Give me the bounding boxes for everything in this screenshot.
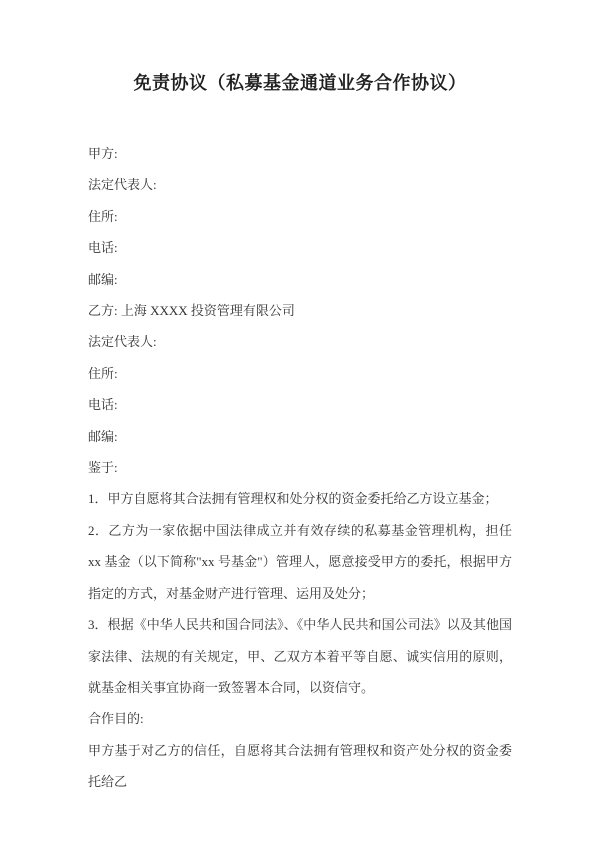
document-paragraph: 电话: [88,397,118,413]
document-paragraph: 法定代表人: [88,177,157,193]
document-paragraph: 住所: [88,208,118,224]
document-paragraph: 鉴于: [88,460,118,476]
document-title: 免责协议（私募基金通道业务合作协议） [133,73,467,93]
document-paragraph: 乙方: 上海 XXXX 投资管理有限公司 [88,303,295,319]
document-paragraph: 电话: [88,240,118,256]
document-paragraph: 1．甲方自愿将其合法拥有管理权和处分权的资金委托给乙方设立基金； [88,491,498,507]
document-paragraph: 3．根据《中华人民共和国合同法》、《中华人民共和国公司法》以及其他国家法律、法规的有关规定，甲、乙双方本着平等自愿、诚实信用的原则，就基金相关事宜协商一致签署本合同，以资信守。 [88,617,512,695]
document-paragraph: 住所: [88,365,118,381]
document-paragraph: 合作目的: [88,711,144,727]
document-paragraph: 法定代表人: [88,334,157,350]
document-paragraph: 2．乙方为一家依据中国法律成立并有效存续的私募基金管理机构，担任 xx 基金（以下简称"xx 号基金"）管理人，愿意接受甲方的委托，根据甲方指定的方式，对基金财产进行管理、运用及处分； [88,522,512,601]
document-body [0,138,600,798]
document-paragraph: 甲方基于对乙方的信任，自愿将其合法拥有管理权和资产处分权的资金委托给乙 [88,742,512,790]
document-paragraph: 邮编: [88,428,118,444]
document-paragraph: 邮编: [88,271,118,287]
document-paragraph: 甲方: [88,146,118,161]
